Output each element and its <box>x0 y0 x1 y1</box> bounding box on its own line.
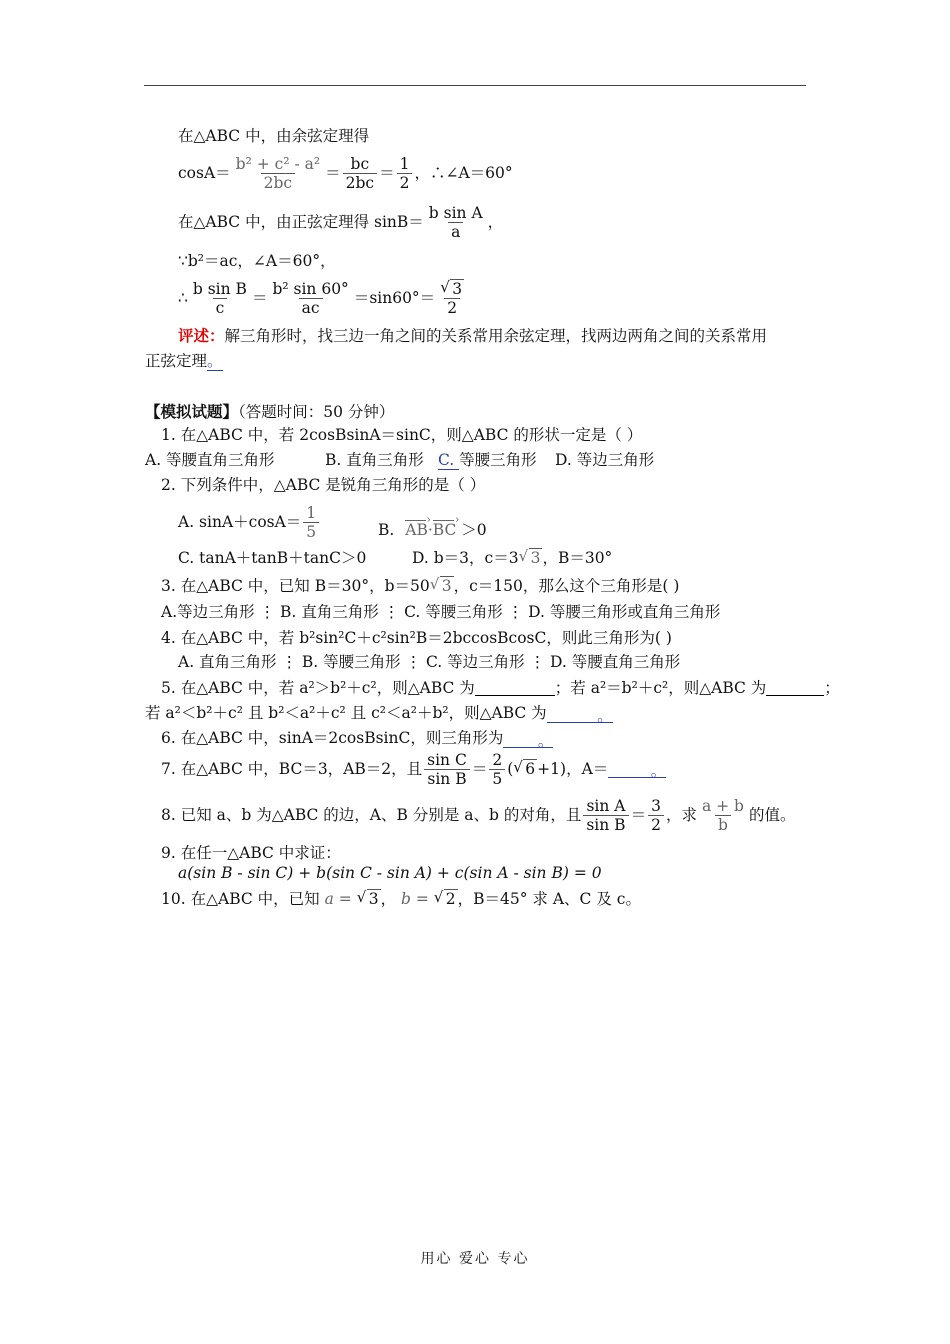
question-4: 4. 在△ABC 中，若 b²sin²C＋c²sin²B＝2bccosBcosC，则此三角形为( ) <box>161 629 672 647</box>
question-9: 9. 在任一△ABC 中求证： <box>161 844 341 862</box>
fraction-3-2: $\frac{3}{2}$ <box>648 797 664 834</box>
question-10: 10. 在△ABC 中，已知 a = √ 3 ， b = √ 2 ，B＝45° 求 A、C 及 c。 <box>161 888 641 908</box>
fraction-b2sin60-ac: $\frac{\text{b² sin 60°}}{ac}$ <box>272 279 349 317</box>
comment-line-1: 评述：解三角形时，找三边一角之间的关系常用余弦定理，找两边两角之间的关系常用 <box>178 326 768 345</box>
fraction-1-5: $\frac{1}{5}$ <box>303 504 319 541</box>
sinB-fraction: $\frac{\text{b sin A}}{a}$ <box>428 203 483 241</box>
answer-blank[interactable] <box>475 679 555 696</box>
question-1: 1. 在△ABC 中，若 2cosBsinA＝sinC，则△ABC 的形状一定是（ ） <box>161 426 643 444</box>
half-fraction: $\frac{1}{2}$ <box>397 155 413 192</box>
exam-heading: 【模拟试题】（答题时间：50 分钟） <box>145 402 395 421</box>
header-rule <box>144 85 806 86</box>
sinC-over-sinB: $\frac{\text{sin C}}{\text{sin B}}$ <box>424 751 470 788</box>
question-2-option-a: A. sinA＋cosA＝ $\frac{1}{5}$ <box>178 500 321 544</box>
a-plus-b-over-b: $\frac{a + b}{b}$ <box>701 796 744 834</box>
comment-line-2: 正弦定理。 <box>145 352 223 370</box>
answer-blank[interactable] <box>766 679 824 696</box>
page-footer: 用心 爱心 专心 <box>420 1251 530 1267</box>
solution-line-4: ∵b²＝ac，∠A＝60°， <box>178 252 336 270</box>
sine-law-line: 在△ABC 中，由正弦定理得 sinB＝ $\frac{\text{b sin A}}{a}$ ， <box>178 203 504 241</box>
question-3: 3. 在△ABC 中，已知 B＝30°，b＝50 √ 3 ，c＝150，那么这个三角形是( ) <box>161 575 680 595</box>
sinA-over-sinB: $\frac{\text{sin A}}{\text{sin B}}$ <box>583 797 628 834</box>
answer-blank[interactable]: 。 <box>547 706 613 723</box>
fraction-2-5: $\frac{2}{5}$ <box>489 751 505 788</box>
vector-bc: BC › <box>433 520 457 540</box>
question-6: 6. 在△ABC 中，sinA＝2cosBsinC，则三角形为 。 <box>161 729 554 750</box>
vector-ab: AB › <box>405 520 428 540</box>
question-8: 8. 已知 a、b 为△ABC 的边，A、B 分别是 a、b 的对角，且 $\frac{\text{sin A}}{\text{sin B}}$ ＝ $\frac{3}{2}$ ，求 $\frac{a + b}{b}$ 的值。 <box>161 796 796 834</box>
conclusion-formula: ∴ $\frac{\text{b sin B}}{c}$ ＝ $\frac{\text{b² sin 60°}}{ac}$ ＝sin60°＝ √ 3 2 <box>178 276 469 320</box>
cos-fraction-1: $\frac{\text{b² + c² - a²}}{2bc}$ <box>235 154 321 192</box>
answer-blank[interactable]: 。 <box>608 761 666 778</box>
fraction-bsinB-c: $\frac{\text{b sin B}}{c}$ <box>192 279 247 317</box>
question-7: 7. 在△ABC 中，BC＝3，AB＝2，且 $\frac{\text{sin C}}{\text{sin B}}$ ＝ $\frac{2}{5}$ ( √ 6 +1) ，A＝ 。 <box>161 750 667 788</box>
cos-formula: cosA＝ $\frac{\text{b² + c² - a²}}{2bc}$ ＝ $\frac{bc}{2bc}$ ＝ $\frac{1}{2}$ ，∴∠A＝60° <box>178 154 513 192</box>
question-2: 2. 下列条件中，△ABC 是锐角三角形的是（ ） <box>161 476 486 494</box>
question-9-formula: a(sin B - sin C) + b(sin C - sin A) + c(sin A - sin B) = 0 <box>178 864 602 882</box>
question-2-option-c: C. tanA＋tanB＋tanC＞0 <box>178 549 367 567</box>
sqrt3-over-2: √ 3 2 <box>440 277 463 317</box>
question-4-options: A. 直角三角形 ⋮ B. 等腰三角形 ⋮ C. 等边三角形 ⋮ D. 等腰直角三角形 <box>178 653 681 671</box>
question-3-options: A.等边三角形 ⋮ B. 直角三角形 ⋮ C. 等腰三角形 ⋮ D. 等腰三角形或直角三角形 <box>161 603 721 621</box>
question-2-option-d: D. b＝3，c＝3 √ 3 ，B＝30° <box>412 547 613 567</box>
question-5-line-1: 5. 在△ABC 中，若 a²＞b²＋c²，则△ABC 为 ；若 a²＝b²＋c²，则△ABC 为 ； <box>161 679 840 697</box>
solution-line-1: 在△ABC 中，由余弦定理得 <box>178 127 370 145</box>
question-2-option-b: B. AB ›·BC › ＞0 <box>378 510 487 540</box>
cos-fraction-2: $\frac{bc}{2bc}$ <box>343 155 377 192</box>
answer-blank[interactable]: 。 <box>503 731 553 748</box>
question-5-line-2: 若 a²＜b²＋c² 且 b²＜a²＋c² 且 c²＜a²＋b²，则△ABC 为 。 <box>145 704 613 725</box>
